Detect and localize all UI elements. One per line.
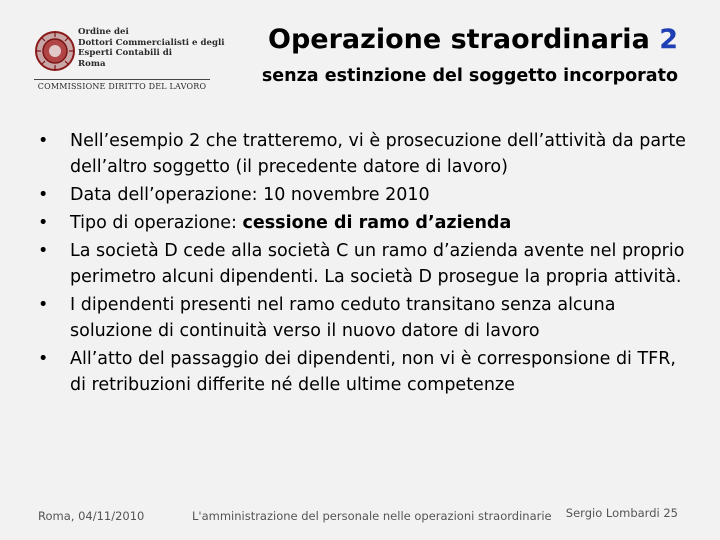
bullet-item [38,292,688,344]
page-number: 25 [663,506,678,520]
footer-title: L'amministrazione del personale nelle operazioni straordinarie [192,509,552,523]
bullet-item [38,238,688,290]
logo [34,27,225,93]
logo-line: Ordine dei [78,27,129,37]
bullet-icon: • [38,131,49,151]
logo-line: Dottori Commercialisti e degli [78,37,225,48]
bullet-icon: • [38,295,49,315]
bullet-list [38,128,688,400]
footer-date: Roma, 04/11/2010 [38,509,145,523]
bullet-item [38,128,688,180]
bullet-text: La società D cede alla società C un ramo d’azienda avente nel proprio perimetro alcuni dipendenti. La società D prosegue la propria attività. [70,241,685,287]
bullet-item [38,210,688,236]
bullet-text: Tipo di operazione: [70,213,243,233]
bullet-icon: • [38,185,49,205]
bullet-item [38,182,688,208]
footer-author: Sergio Lombardi [565,506,660,520]
logo-divider [34,79,210,80]
bullet-text: Nell’esempio 2 che tratteremo, vi è prosecuzione dell’attività da parte dell’altro soggetto (il precedente datore di lavoro) [70,131,686,177]
logo-text [78,27,225,69]
title-number: 2 [659,24,678,55]
logo-line: Roma [78,58,106,69]
bullet-icon: • [38,213,49,233]
bullet-emphasis: cessione di ramo d’azienda [242,213,512,233]
title-text: Operazione straordinaria [268,24,650,55]
footer-author-page [566,506,678,520]
bullet-icon: • [38,349,49,369]
slide-title [268,24,678,55]
seal-icon [34,30,76,72]
slide-subtitle: senza estinzione del soggetto incorporato [261,66,678,86]
bullet-text: I dipendenti presenti nel ramo ceduto transitano senza alcuna soluzione di continuità verso il nuovo datore di lavoro [70,295,616,341]
bullet-icon: • [38,241,49,261]
logo-line: Esperti Contabili di [78,48,173,59]
bullet-text: Data dell’operazione: 10 novembre 2010 [70,185,430,205]
logo-commission: COMMISSIONE DIRITTO DEL LAVORO [37,82,207,91]
bullet-text: All’atto del passaggio dei dipendenti, non vi è corresponsione di TFR, di retribuzioni differite né delle ultime competenze [70,349,676,395]
bullet-item [38,346,688,398]
